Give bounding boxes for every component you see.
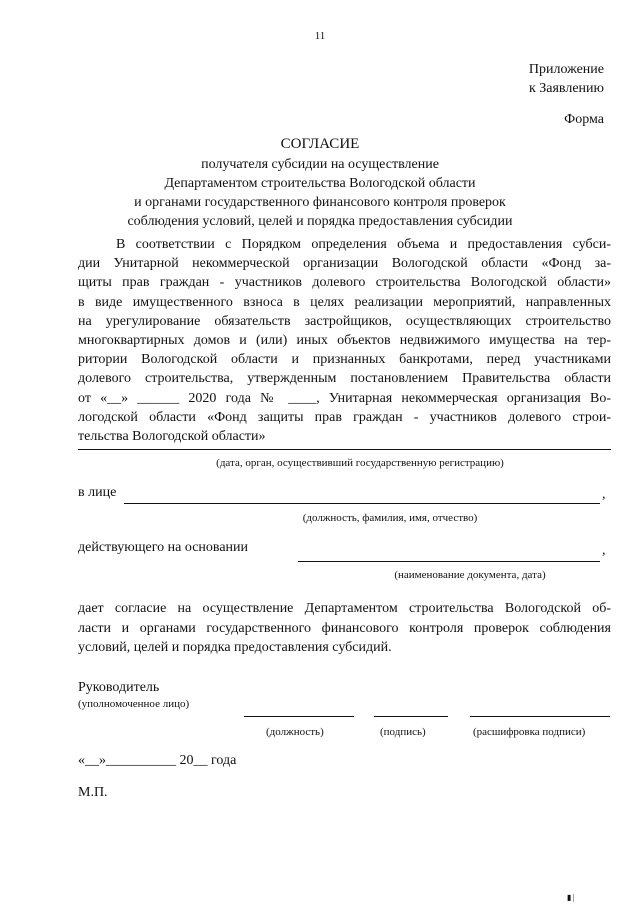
consent-line: условий, целей и порядка предоставления субсидий. <box>78 640 392 655</box>
decryption-caption: (расшифровка подписи) <box>473 726 586 738</box>
in-person-comma: , <box>602 487 606 502</box>
document-subtitle <box>0 155 640 231</box>
appendix-note <box>529 60 604 98</box>
body-line: многоквартирных домов и (или) иных объектов недвижимого имущества на тер- <box>78 333 611 349</box>
body-line: тельства Вологодской области» <box>78 429 266 445</box>
body-line: логодской области «Фонд защиты прав граждан - участников долевого строи- <box>78 409 611 425</box>
position-signature-caption: (должность) <box>266 726 324 738</box>
acting-basis-comma: , <box>602 543 606 558</box>
registration-line[interactable] <box>78 449 611 450</box>
body-line: в виде имущественного взноса в целях реализации мероприятий, направленных <box>78 294 611 310</box>
consent-paragraph <box>78 599 611 658</box>
head-sublabel: (уполномоченное лицо) <box>78 698 190 710</box>
date-line: «__»__________ 20__ года <box>78 753 237 768</box>
body-line: дии Унитарной некоммерческой организации Вологодской области «Фонд за- <box>78 256 611 272</box>
subtitle-line-4: соблюдения условий, целей и порядка предоставления субсидии <box>127 214 513 229</box>
subtitle-line-3: и органами государственного финансового контроля проверок <box>134 195 506 210</box>
body-line: щиты прав граждан - участников долевого строительства Вологодской области» <box>78 275 611 291</box>
in-person-line[interactable] <box>124 503 600 504</box>
document-caption: (наименование документа, дата) <box>394 569 546 581</box>
corner-mark: ▮| <box>567 893 576 902</box>
signature-caption: (подпись) <box>380 726 426 738</box>
position-caption: (должность, фамилия, имя, отчество) <box>302 512 478 524</box>
seal-label: М.П. <box>78 785 108 800</box>
subtitle-line-1: получателя субсидии на осуществление <box>201 157 439 172</box>
acting-basis-line[interactable] <box>298 561 600 562</box>
body-paragraph <box>78 235 611 446</box>
appendix-line-2: к Заявлению <box>528 81 604 96</box>
form-label: Форма <box>564 112 604 127</box>
in-person-label: в лице <box>78 485 117 500</box>
decryption-signature-line[interactable] <box>470 716 610 717</box>
consent-line: ласти и органами государственного финансового контроля проверок соблюдения <box>78 620 611 636</box>
document-title: СОГЛАСИЕ <box>280 136 360 152</box>
registration-caption: (дата, орган, осуществивший государственную регистрацию) <box>216 457 504 469</box>
appendix-line-1: Приложение <box>528 62 604 77</box>
subtitle-line-2: Департаментом строительства Вологодской области <box>164 176 476 191</box>
body-line: ритории Вологодской области и признанных банкротами, перед участниками <box>78 352 611 368</box>
acting-basis-label: действующего на основании <box>78 540 249 555</box>
body-line: от «__» ______ 2020 года № ____, Унитарная некоммерческая организация Во- <box>78 390 611 406</box>
body-line: В соответствии с Порядком определения объема и предоставления субси- <box>116 237 611 252</box>
signature-line[interactable] <box>374 716 448 717</box>
body-line: на урегулирование обязательств застройщиков, осуществляющих строительство <box>78 313 611 329</box>
consent-line: дает согласие на осуществление Департаментом строительства Вологодской об- <box>78 601 611 616</box>
page-number: 11 <box>314 30 326 42</box>
body-line: долевого строительства, утвержденным постановлением Правительства области <box>78 371 611 387</box>
head-label: Руководитель <box>78 680 160 695</box>
position-signature-line[interactable] <box>244 716 354 717</box>
